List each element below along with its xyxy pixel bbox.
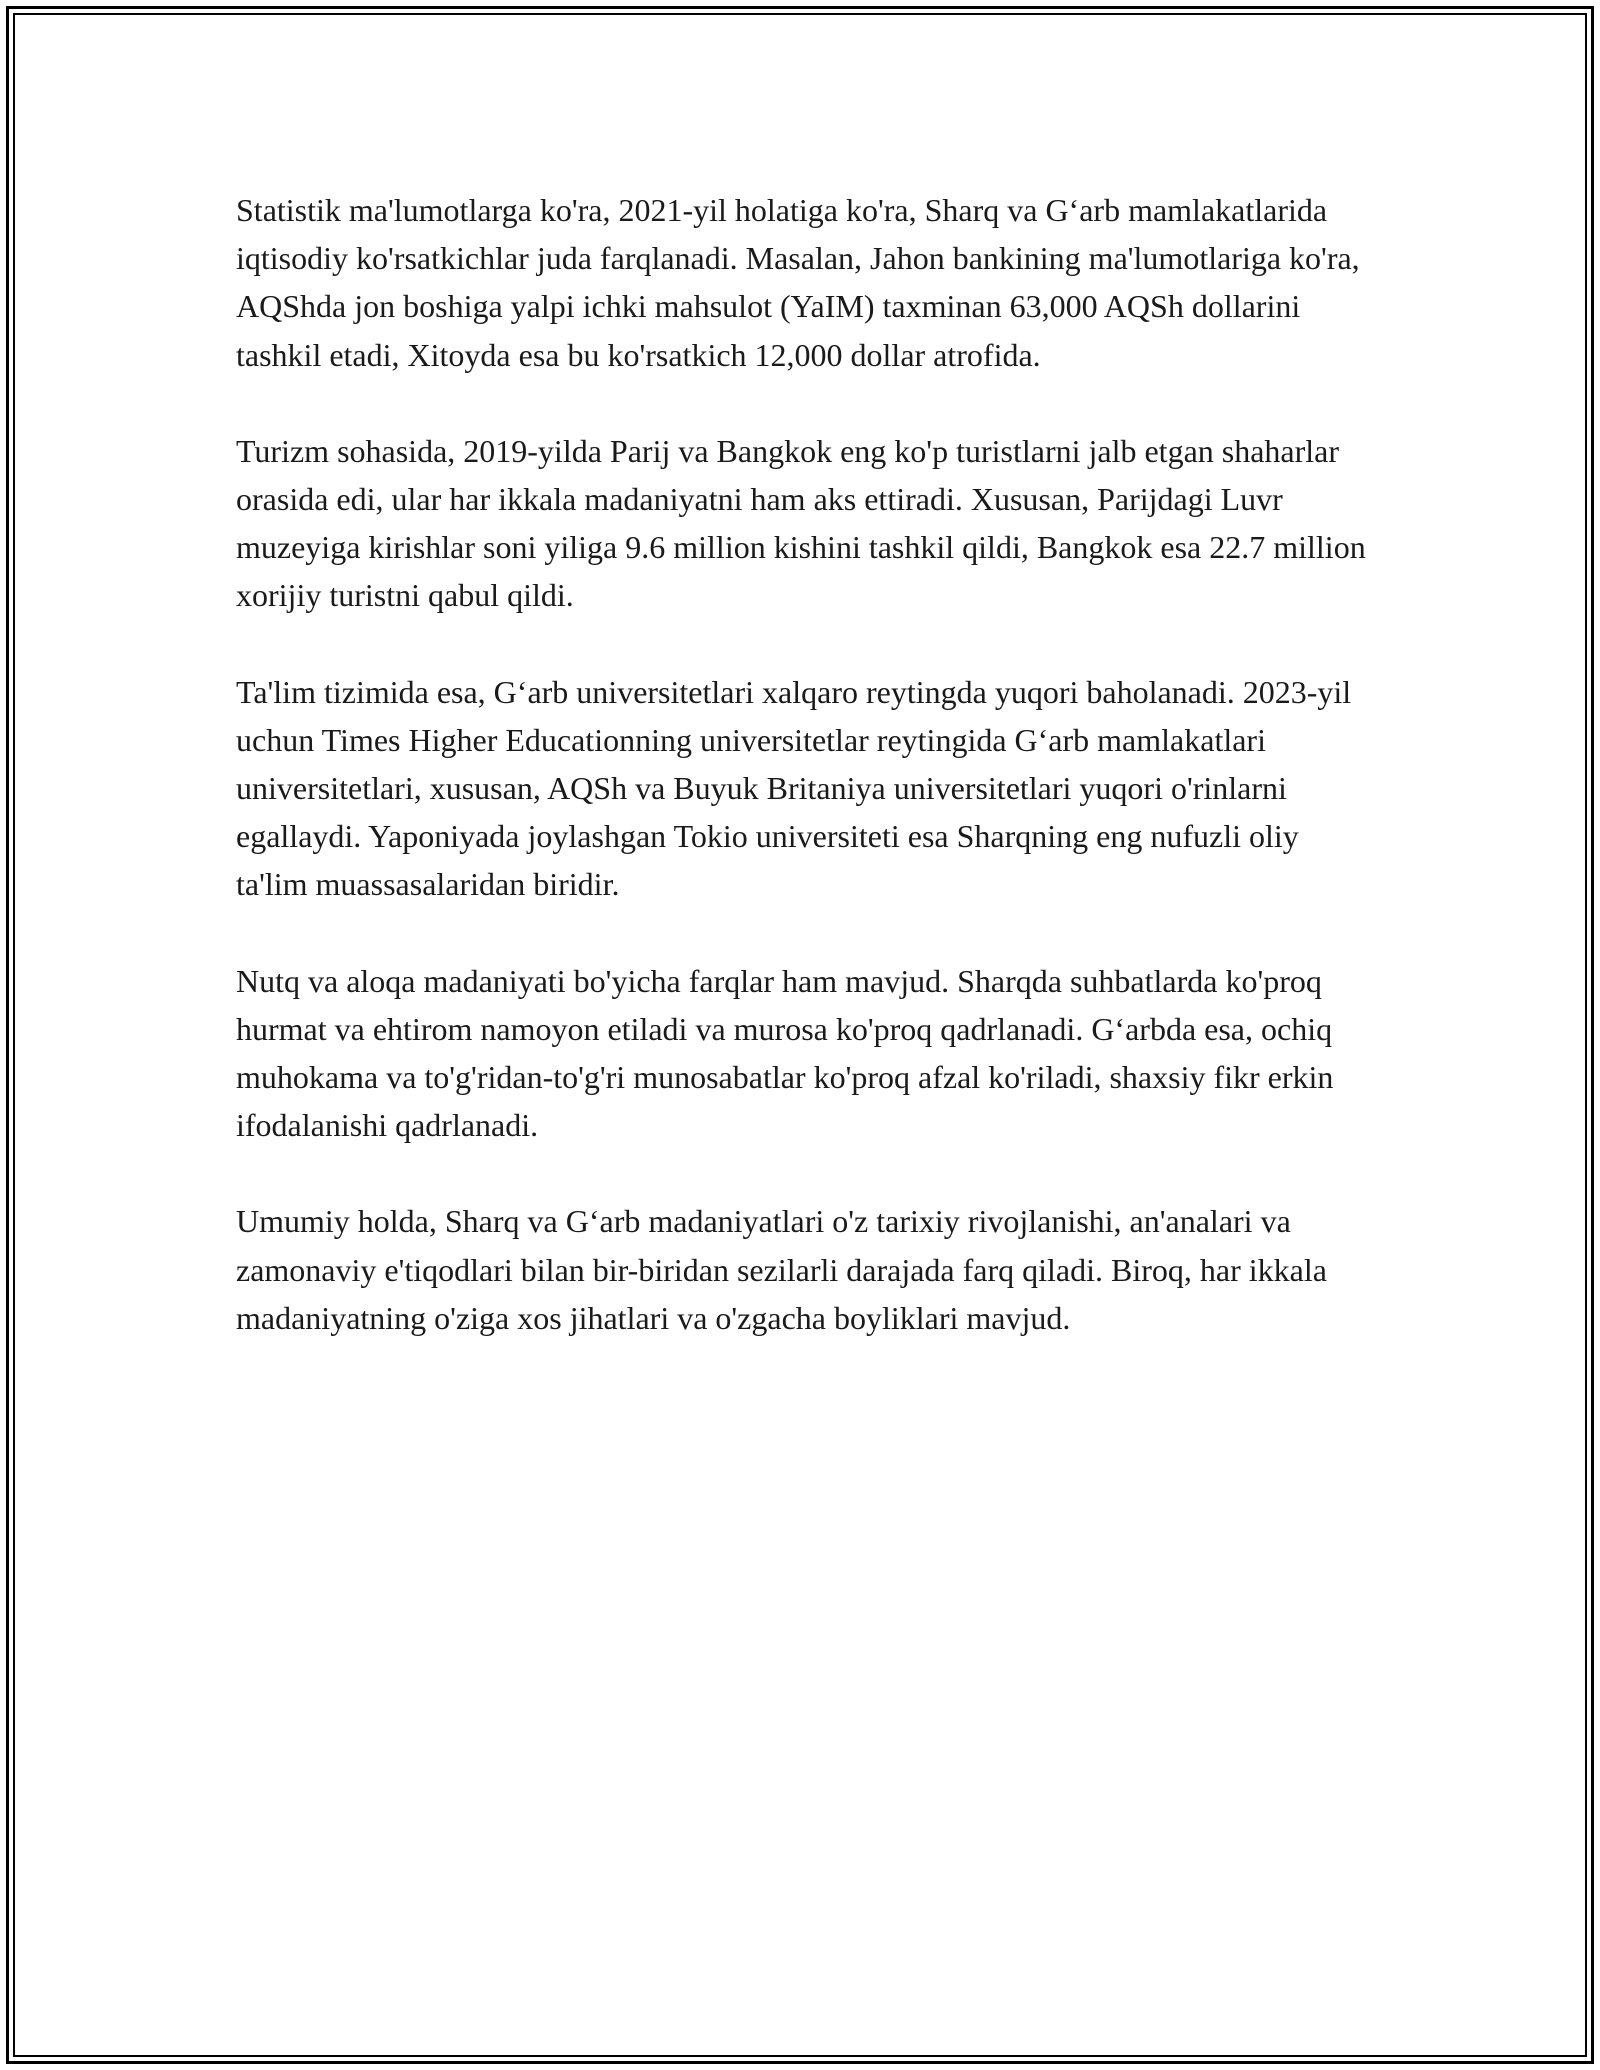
paragraph-economy: Statistik ma'lumotlarga ko'ra, 2021-yil holatiga ko'ra, Sharq va G‘arb mamlakatlarida iqtisodiy ko'rsatkichlar juda farqlanadi. Masalan, Jahon bankining ma'lumotlariga ko'ra, AQShda jon boshiga yalpi ichki mahsulot (YaIM) taxminan 63,000 AQSh dollarini tashkil etadi, Xitoyda esa bu ko'rsatkich 12,000 dollar atrofida.: [236, 192, 1360, 373]
document-body: [236, 186, 1376, 1390]
paragraph-education: Ta'lim tizimida esa, G‘arb universitetlari xalqaro reytingda yuqori baholanadi. 2023-yil uchun Times Higher Educationning universitetlar reytingida G‘arb mamlakatlari universitetlari, xususan, AQSh va Buyuk Britaniya universitetlari yuqori o'rinlarni egallaydi. Yaponiyada joylashgan Tokio universiteti esa Sharqning eng nufuzli oliy ta'lim muassasalaridan biridir.: [236, 673, 1352, 903]
paragraph-conclusion: Umumiy holda, Sharq va G‘arb madaniyatlari o'z tarixiy rivojlanishi, an'analari va zamonaviy e'tiqodlari bilan bir-biridan sezilarli darajada farq qiladi. Biroq, har ikkala madaniyatning o'ziga xos jihatlari va o'zgacha boyliklari mavjud.: [236, 1203, 1327, 1336]
paragraph-communication: Nutq va aloqa madaniyati bo'yicha farqlar ham mavjud. Sharqda suhbatlarda ko'proq hurmat va ehtirom namoyon etiladi va murosa ko'proq qadrlanadi. G‘arbda esa, ochiq muhokama va to'g'ridan-to'g'ri munosabatlar ko'proq afzal ko'riladi, shaxsiy fikr erkin ifodalanishi qadrlanadi.: [236, 962, 1334, 1144]
paragraph-tourism: Turizm sohasida, 2019-yilda Parij va Bangkok eng ko'p turistlarni jalb etgan shaharlar orasida edi, ular har ikkala madaniyatni ham aks ettiradi. Xususan, Parijdagi Luvr muzeyiga kirishlar soni yiliga 9.6 million kishini tashkil qildi, Bangkok esa 22.7 million xorijiy turistni qabul qildi.: [236, 432, 1366, 614]
